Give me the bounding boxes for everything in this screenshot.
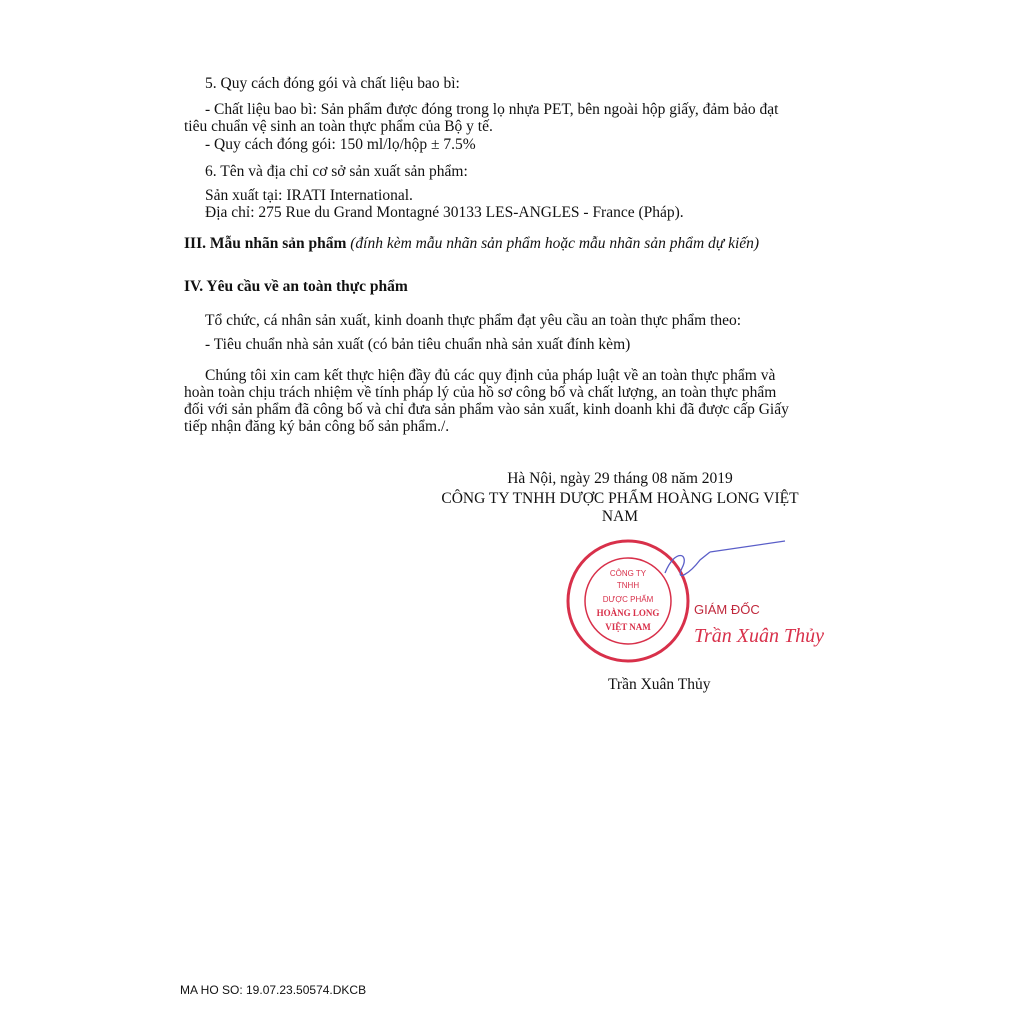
section-4-p2: - Tiêu chuẩn nhà sản xuất (có bản tiêu chuẩn nhà sản xuất đính kèm) <box>205 336 631 353</box>
sign-date: Hà Nội, ngày 29 tháng 08 năm 2019 <box>507 470 733 487</box>
manufacturer: Sản xuất tại: IRATI International. <box>205 187 413 204</box>
section-4-title: IV. Yêu cầu về an toàn thực phẩm <box>184 278 408 295</box>
svg-text:HOÀNG LONG: HOÀNG LONG <box>596 608 660 618</box>
signer-name: Trần Xuân Thủy <box>608 676 711 693</box>
section-4-p1: Tổ chức, cá nhân sản xuất, kinh doanh thực phẩm đạt yêu cầu an toàn thực phẩm theo: <box>205 312 742 329</box>
packing-spec: - Quy cách đóng gói: 150 ml/lọ/hộp ± 7.5% <box>205 136 476 153</box>
commitment-line3: đối với sản phẩm đã công bố và chỉ đưa sản phẩm vào sản xuất, kinh doanh khi đã được cấp Giấy <box>184 401 789 418</box>
role-title: GIÁM ĐỐC <box>694 602 760 617</box>
svg-text:DƯỢC PHẨM: DƯỢC PHẨM <box>602 595 654 604</box>
signature-stroke <box>660 538 790 588</box>
section-6-title: 6. Tên và địa chỉ cơ sở sản xuất sản phẩm: <box>205 163 468 180</box>
section-5-title: 5. Quy cách đóng gói và chất liệu bao bì: <box>205 75 460 92</box>
section-3-note: (đính kèm mẫu nhãn sản phẩm hoặc mẫu nhãn sản phẩm dự kiến) <box>350 235 760 252</box>
handwritten-signature: Trần Xuân Thủy <box>694 625 825 647</box>
svg-text:TNHH: TNHH <box>616 581 640 590</box>
section-3-title: III. Mẫu nhãn sản phẩm <box>184 235 347 252</box>
company-name-line1: CÔNG TY TNHH DƯỢC PHẨM HOÀNG LONG VIỆT <box>441 490 799 507</box>
packaging-material-line2: tiêu chuẩn vệ sinh an toàn thực phẩm của Bộ y tế. <box>184 118 493 135</box>
svg-text:VIỆT NAM: VIỆT NAM <box>605 622 651 632</box>
manufacturer-address: Địa chỉ: 275 Rue du Grand Montagné 30133 LES-ANGLES - France (Pháp). <box>205 204 684 221</box>
company-name-line2: NAM <box>601 508 639 525</box>
svg-text:CÔNG TY: CÔNG TY <box>609 569 647 578</box>
section-3-heading <box>184 236 759 252</box>
packaging-material-line1: - Chất liệu bao bì: Sản phẩm được đóng trong lọ nhựa PET, bên ngoài hộp giấy, đảm bảo đạt <box>205 101 779 118</box>
dossier-code: MA HO SO: 19.07.23.50574.DKCB <box>180 983 367 997</box>
commitment-line1: Chúng tôi xin cam kết thực hiện đầy đủ các quy định của pháp luật về an toàn thực phẩm và <box>205 367 776 384</box>
commitment-line2: hoàn toàn chịu trách nhiệm về tính pháp lý của hồ sơ công bố và chất lượng, an toàn thực phẩm <box>184 384 777 401</box>
commitment-line4: tiếp nhận đăng ký bản công bố sản phẩm./. <box>184 418 450 435</box>
